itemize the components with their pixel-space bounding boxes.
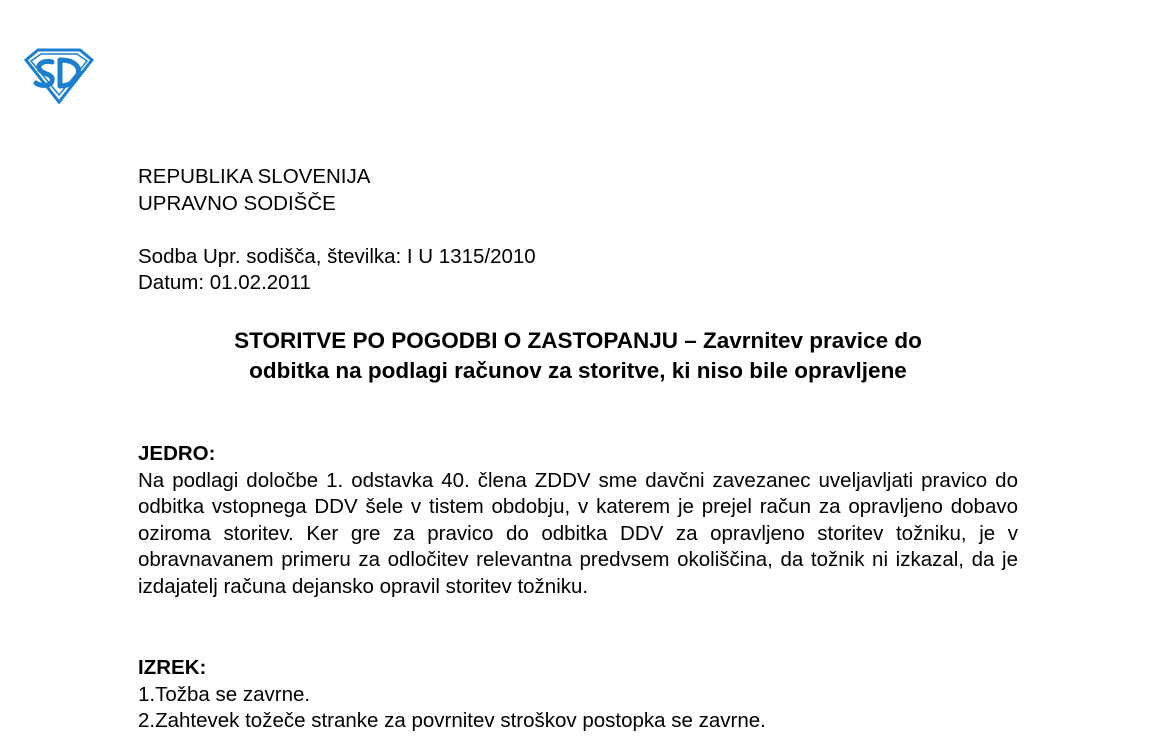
spacer <box>138 217 1018 244</box>
jedro-text: Na podlagi določbe 1. odstavka 40. člena ZDDV sme davčni zavezanec uveljavljati pravico do odbitka vstopnega DDV šele v tistem obdobju, v katerem je prejel račun za opravljeno dobavo oziroma storitev. Ker gre za pravico do odbitka DDV za opravljeno storitev tožniku, je v obravnavanem primeru za odločitev relevantna predvsem okoliščina, da tožnik ni izkazal, da je izdajatelj računa dejansko opravil storitev tožniku. <box>138 468 1018 598</box>
izrek-item: 1.Tožba se zavrne. <box>138 682 311 706</box>
document-title <box>138 326 1018 386</box>
country-name: REPUBLIKA SLOVENIJA <box>138 165 371 188</box>
jedro-section <box>138 441 1018 600</box>
sd-logo-icon <box>22 48 96 104</box>
izrek-item: 2.Zahtevek tožeče stranke za povrnitev stroškov postopka se zavrne. <box>138 709 766 732</box>
court-name: UPRAVNO SODIŠČE <box>138 191 336 215</box>
title-line-2: odbitka na podlagi računov za storitve, ki niso bile opravljene <box>249 358 907 383</box>
judgment-date: Datum: 01.02.2011 <box>138 271 311 294</box>
case-number: Sodba Upr. sodišča, številka: I U 1315/2010 <box>138 244 536 268</box>
document-header <box>138 164 1018 297</box>
izrek-heading: IZREK: <box>138 656 207 679</box>
title-line-1: STORITVE PO POGODBI O ZASTOPANJU – Zavrnitev pravice do <box>234 328 922 353</box>
jedro-heading: JEDRO: <box>138 442 216 465</box>
izrek-section <box>138 655 1018 735</box>
